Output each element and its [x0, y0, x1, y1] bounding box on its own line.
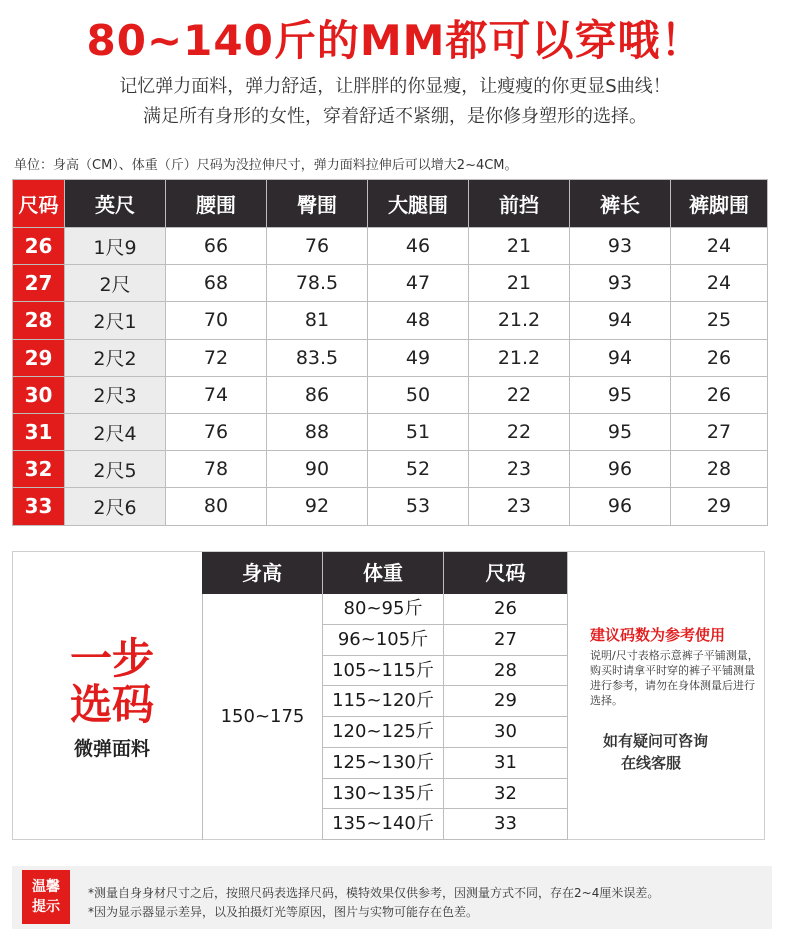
cell-hem: 26 [671, 376, 768, 413]
cell-hem: 24 [671, 228, 768, 265]
selector-row [323, 748, 568, 779]
cell-hip: 90 [267, 451, 368, 488]
table-row [13, 265, 768, 302]
height-range: 150~175 [202, 594, 323, 840]
cell-hem: 25 [671, 302, 768, 339]
cell-inch: 2尺1 [65, 302, 166, 339]
cell-hem: 29 [671, 488, 768, 525]
selector-header-weight: 体重 [323, 552, 444, 594]
one-step-title [57, 636, 167, 728]
contact-line-2: 在线客服 [621, 754, 682, 772]
tips-badge-line-2: 提示 [32, 899, 60, 915]
cell-front-rise: 22 [469, 413, 570, 450]
cell-hem: 26 [671, 339, 768, 376]
col-header-hip: 臀围 [267, 180, 368, 228]
cell-size: 29 [13, 339, 65, 376]
cell-inch: 2尺4 [65, 413, 166, 450]
selector-header-size: 尺码 [444, 552, 568, 594]
selector-row [323, 717, 568, 748]
cell-hip: 81 [267, 302, 368, 339]
feature-line-2: 满足所有身形的女性，穿着舒适不紧绷，是你修身塑形的选择。 [143, 106, 647, 127]
weight-range: 125~130斤 [323, 748, 444, 778]
col-header-inch: 英尺 [65, 180, 166, 228]
cell-length: 96 [570, 451, 671, 488]
cell-waist: 74 [166, 376, 267, 413]
cell-hem: 28 [671, 451, 768, 488]
recommended-size: 28 [444, 656, 568, 686]
cell-size: 33 [13, 488, 65, 525]
cell-length: 95 [570, 413, 671, 450]
cell-front-rise: 23 [469, 451, 570, 488]
recommended-size: 29 [444, 686, 568, 716]
advice-title: 建议码数为参考使用 [590, 626, 726, 644]
cell-thigh: 50 [368, 376, 469, 413]
cell-hip: 88 [267, 413, 368, 450]
weight-range: 80~95斤 [323, 594, 444, 624]
cell-waist: 80 [166, 488, 267, 525]
cell-front-rise: 21 [469, 228, 570, 265]
cell-waist: 66 [166, 228, 267, 265]
cell-hip: 92 [267, 488, 368, 525]
cell-size: 32 [13, 451, 65, 488]
size-table-body [13, 228, 768, 526]
cell-length: 94 [570, 339, 671, 376]
cell-hip: 76 [267, 228, 368, 265]
cell-waist: 70 [166, 302, 267, 339]
tip-1: *测量自身身材尺寸之后，按照尺码表选择尺码，模特效果仅供参考，因测量方式不同，存在2~4厘米误差。 [88, 886, 660, 900]
cell-inch: 2尺3 [65, 376, 166, 413]
tip-2: *因为显示器显示差异，以及拍摄灯光等原因，图片与实物可能存在色差。 [88, 905, 479, 919]
cell-front-rise: 21 [469, 265, 570, 302]
cell-inch: 2尺 [65, 265, 166, 302]
cell-thigh: 51 [368, 413, 469, 450]
one-step-title-line-1: 一步 [69, 634, 154, 683]
weight-range: 135~140斤 [323, 809, 444, 839]
tips-box [12, 866, 772, 929]
table-row [13, 302, 768, 339]
selector-row [323, 779, 568, 810]
cell-hip: 86 [267, 376, 368, 413]
tips-badge [22, 870, 70, 924]
table-row [13, 413, 768, 450]
cell-thigh: 46 [368, 228, 469, 265]
headline: 80~140斤的MM都可以穿哦！ [86, 16, 704, 65]
cell-length: 93 [570, 228, 671, 265]
recommended-size: 26 [444, 594, 568, 624]
cell-thigh: 53 [368, 488, 469, 525]
cell-thigh: 52 [368, 451, 469, 488]
weight-range: 120~125斤 [323, 717, 444, 747]
selector-row [323, 656, 568, 687]
cell-front-rise: 23 [469, 488, 570, 525]
selector-row [323, 625, 568, 656]
cell-hem: 24 [671, 265, 768, 302]
size-table-header [13, 180, 768, 228]
col-header-front-rise: 前挡 [469, 180, 570, 228]
col-header-size: 尺码 [13, 180, 65, 228]
cell-size: 27 [13, 265, 65, 302]
cell-thigh: 47 [368, 265, 469, 302]
cell-inch: 2尺2 [65, 339, 166, 376]
cell-size: 28 [13, 302, 65, 339]
cell-front-rise: 22 [469, 376, 570, 413]
col-header-hem: 裤脚围 [671, 180, 768, 228]
cell-waist: 68 [166, 265, 267, 302]
one-step-title-line-2: 选码 [69, 680, 154, 729]
cell-waist: 76 [166, 413, 267, 450]
cell-thigh: 48 [368, 302, 469, 339]
unit-note: 单位：身高（CM）、体重（斤）尺码为没拉伸尺寸，弹力面料拉伸后可以增大2~4CM。 [14, 158, 518, 173]
cell-inch: 2尺5 [65, 451, 166, 488]
cell-length: 96 [570, 488, 671, 525]
selector-row [323, 809, 568, 840]
selector-row [323, 686, 568, 717]
cell-length: 95 [570, 376, 671, 413]
table-row [13, 228, 768, 265]
size-selector [12, 551, 765, 840]
weight-range: 130~135斤 [323, 779, 444, 809]
table-row [13, 376, 768, 413]
size-table [12, 179, 768, 526]
contact-note [603, 730, 743, 774]
cell-hip: 83.5 [267, 339, 368, 376]
cell-size: 31 [13, 413, 65, 450]
recommended-size: 31 [444, 748, 568, 778]
cell-waist: 78 [166, 451, 267, 488]
table-row [13, 451, 768, 488]
tips-badge-line-1: 温馨 [32, 879, 60, 895]
cell-front-rise: 21.2 [469, 302, 570, 339]
col-header-thigh: 大腿围 [368, 180, 469, 228]
cell-length: 94 [570, 302, 671, 339]
contact-line-1: 如有疑问可咨询 [603, 732, 709, 750]
recommended-size: 30 [444, 717, 568, 747]
recommended-size: 27 [444, 625, 568, 655]
feature-line-1: 记忆弹力面料，弹力舒适，让胖胖的你显瘦，让瘦瘦的你更显S曲线！ [119, 76, 671, 97]
weight-range: 105~115斤 [323, 656, 444, 686]
cell-length: 93 [570, 265, 671, 302]
recommended-size: 32 [444, 779, 568, 809]
advice-body: 说明/尺寸表格示意裤子平铺测量，购买时请拿平时穿的裤子平铺测量进行参考，请勿在身体测量后进行选择。 [590, 649, 759, 707]
cell-front-rise: 21.2 [469, 339, 570, 376]
col-header-length: 裤长 [570, 180, 671, 228]
cell-inch: 2尺6 [65, 488, 166, 525]
cell-thigh: 49 [368, 339, 469, 376]
table-row [13, 488, 768, 525]
table-row [13, 339, 768, 376]
col-header-waist: 腰围 [166, 180, 267, 228]
cell-size: 30 [13, 376, 65, 413]
weight-range: 115~120斤 [323, 686, 444, 716]
weight-range: 96~105斤 [323, 625, 444, 655]
cell-hem: 27 [671, 413, 768, 450]
cell-waist: 72 [166, 339, 267, 376]
cell-size: 26 [13, 228, 65, 265]
selector-row [323, 594, 568, 625]
cell-hip: 78.5 [267, 265, 368, 302]
cell-inch: 1尺9 [65, 228, 166, 265]
fabric-label: 微弹面料 [73, 738, 150, 760]
recommended-size: 33 [444, 809, 568, 839]
selector-header-height: 身高 [202, 552, 323, 594]
